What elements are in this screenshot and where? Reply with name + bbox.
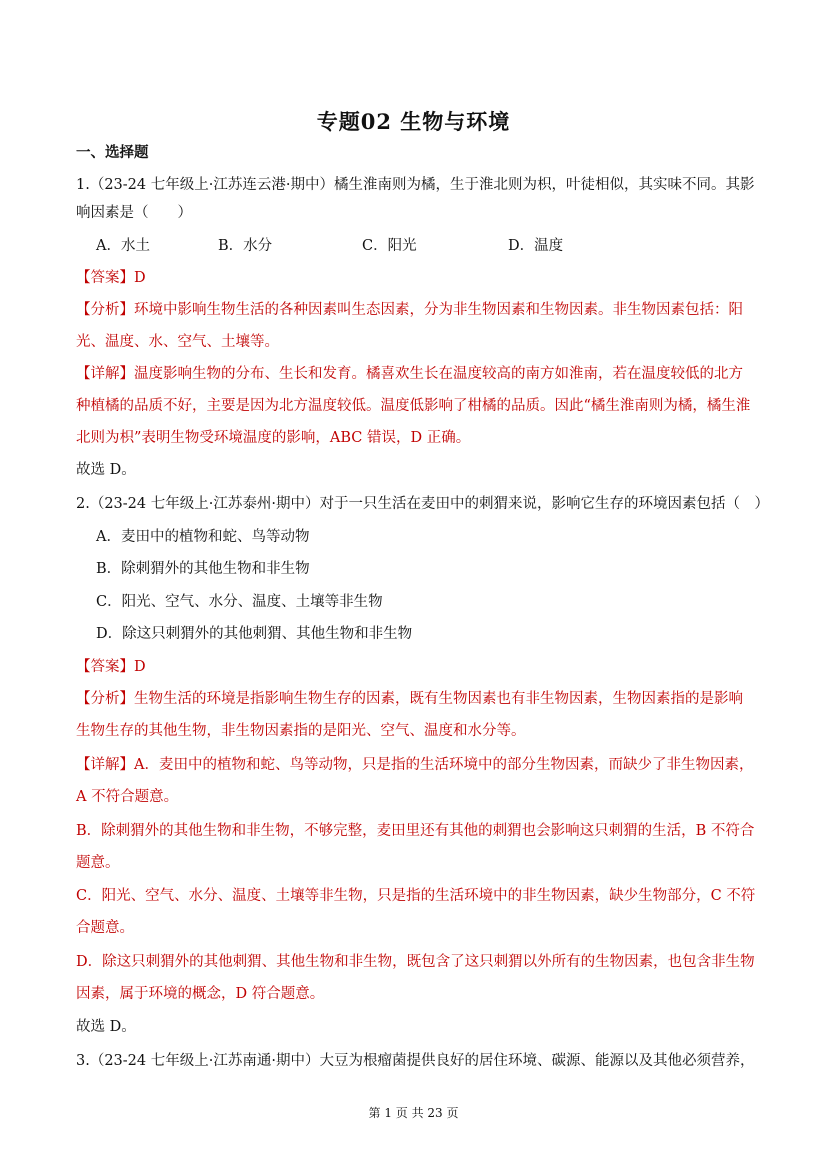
question-1-option-a: A．水土 [96,238,150,254]
question-1-detail-line-3: 北则为枳”表明生物受环境温度的影响，ABC 错误，D 正确。 [76,430,471,446]
question-1-option-d: D．温度 [508,238,564,254]
page-title: 专题02 生物与环境 [316,109,511,134]
question-1-options [96,234,696,254]
question-1-conclusion: 故选 D。 [76,462,136,478]
question-1-analysis-line-2: 光、温度、水、空气、土壤等。 [76,334,279,350]
section-heading: 一、选择题 [76,144,149,161]
question-2-detail-a-line-1: 【详解】A．麦田中的植物和蛇、鸟等动物，只是指的生活环境中的部分生物因素，而缺少了非生物因素， [76,757,754,773]
question-1-detail-line-2: 种植橘的品质不好，主要是因为北方温度较低。温度低影响了柑橘的品质。因此“橘生淮南则为橘，橘生淮 [76,398,751,414]
question-2-detail-c-line-2: 合题意。 [76,920,134,936]
question-1-stem-line-2: 响因素是（ ） [76,205,192,221]
question-2-option-d: D．除这只刺猬外的其他刺猬、其他生物和非生物 [96,626,413,642]
question-2-detail-d-line-2: 因素，属于环境的概念，D 符合题意。 [76,986,325,1002]
question-1-detail-line-1: 【详解】温度影响生物的分布、生长和发育。橘喜欢生长在温度较高的南方如淮南，若在温度较低的北方 [76,366,743,382]
question-2-detail-c-line-1: C．阳光、空气、水分、温度、土壤等非生物，只是指的生活环境中的非生物因素，缺少生物部分，C 不符 [76,888,756,904]
question-3-stem: 3.（23-24 七年级上·江苏南通·期中）大豆为根瘤菌提供良好的居住环境、碳源、能源以及其他必须营养， [76,1053,755,1069]
question-2-analysis-line-1: 【分析】生物生活的环境是指影响生物生存的因素，既有生物因素也有非生物因素，生物因素指的是影响 [76,691,743,707]
question-2-stem: 2.（23-24 七年级上·江苏泰州·期中）对于一只生活在麦田中的刺猬来说，影响它生存的环境因素包括（ ） [76,496,769,512]
question-2-detail-d-line-1: D．除这只刺猬外的其他刺猬、其他生物和非生物，既包含了这只刺猬以外所有的生物因素，也包含非生物 [76,954,755,970]
question-1-stem-line-1: 1.（23-24 七年级上·江苏连云港·期中）橘生淮南则为橘，生于淮北则为枳，叶徒相似，其实味不同。其影 [76,177,755,193]
question-1-analysis-line-1: 【分析】环境中影响生物生活的各种因素叫生态因素，分为非生物因素和生物因素。非生物因素包括：阳 [76,302,743,318]
question-2-detail-b-line-2: 题意。 [76,855,120,871]
question-2-conclusion: 故选 D。 [76,1019,136,1035]
question-2-detail-a-line-2: A 不符合题意。 [76,789,179,805]
question-2-option-b: B．除刺猬外的其他生物和非生物 [96,561,310,577]
question-2-option-c: C．阳光、空气、水分、温度、土壤等非生物 [96,594,383,610]
question-2-option-a: A．麦田中的植物和蛇、鸟等动物 [96,529,310,545]
question-1-option-b: B．水分 [218,238,273,254]
question-2-detail-b-line-1: B．除刺猬外的其他生物和非生物，不够完整，麦田里还有其他的刺猬也会影响这只刺猬的生活，B 不符合 [76,823,755,839]
question-2-analysis-line-2: 生物生存的其他生物，非生物因素指的是阳光、空气、温度和水分等。 [76,723,526,739]
question-1-option-c: C．阳光 [362,238,417,254]
page-footer: 第 1 页 共 23 页 [368,1106,459,1120]
question-2-answer: 【答案】D [76,659,146,675]
question-1-answer: 【答案】D [76,270,146,286]
